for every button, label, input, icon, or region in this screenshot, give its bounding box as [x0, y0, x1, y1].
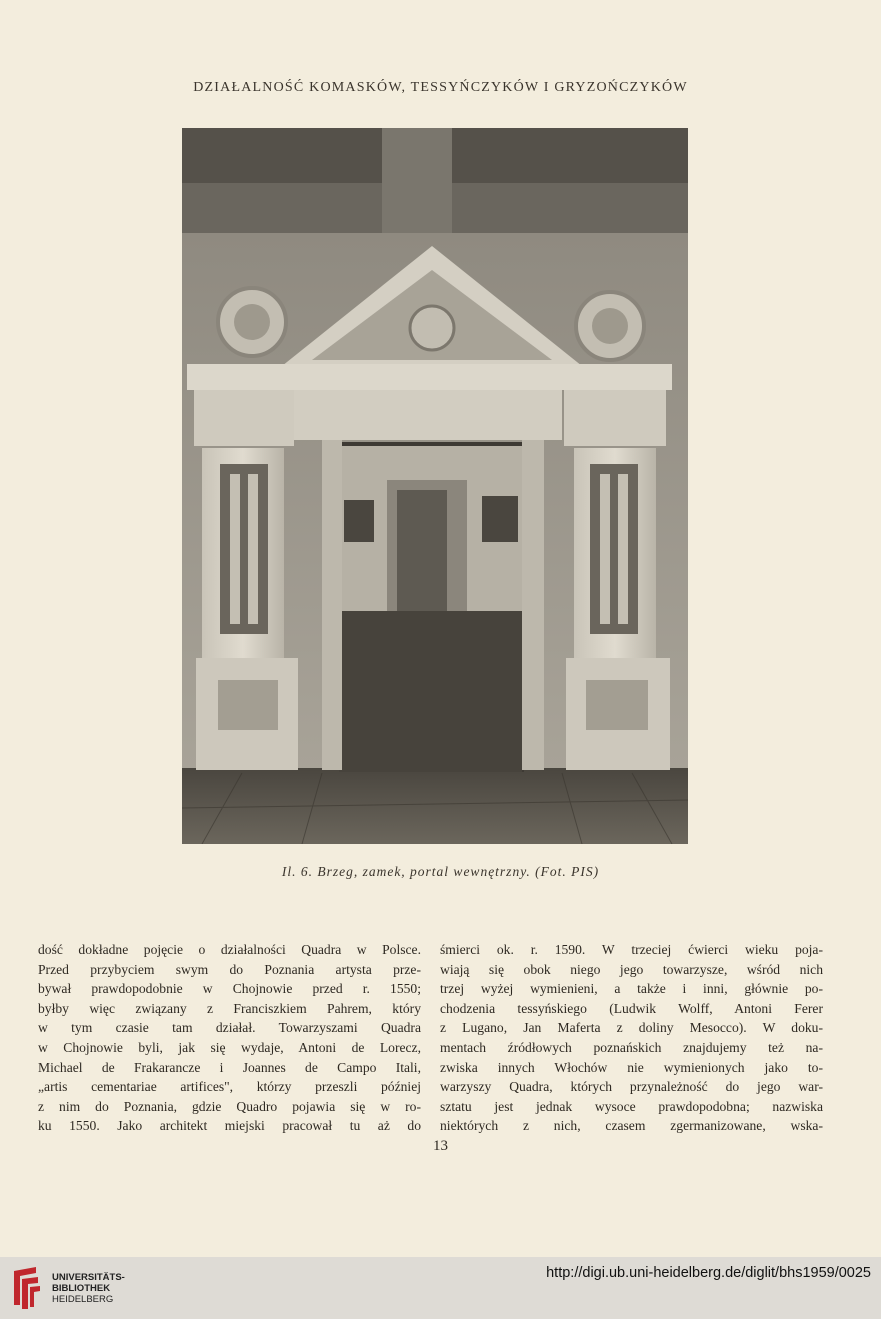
library-name[interactable] [52, 1272, 125, 1305]
ub-heidelberg-logo-icon[interactable] [10, 1265, 42, 1311]
figure-caption: Il. 6. Brzeg, zamek, portal wewnętrzny. (Fot. PIS) [281, 864, 600, 879]
text-line: dość dokładne pojęcie o działalności Quadra w Polsce. [38, 942, 421, 957]
text-line: niektórych z nich, czasem zgermanizowane, wska- [440, 1118, 823, 1134]
text-line: trzej wyżej wymienieni, a także i inni, głównie po- [440, 981, 823, 997]
text-line: chodzenia tessyńskiego (Ludwik Wolff, Antoni Ferer [440, 1000, 823, 1016]
text-line: w tym czasie tam działał. Towarzyszami Quadra [38, 1020, 421, 1036]
text-line: ku 1550. Jako architekt miejski pracował tu aż do [38, 1118, 421, 1134]
text-line: śmierci ok. r. 1590. W trzeciej ćwierci wieku poja- [440, 942, 823, 957]
left-text-column [38, 940, 421, 1136]
text-line: bywał prawdopodobnie w Chojnowie przed r. 1550; [38, 981, 421, 997]
footer-bar [0, 1257, 881, 1319]
portal-photograph [182, 128, 688, 844]
text-line: z nim do Poznania, gdzie Quadro pojawia się w ro- [38, 1098, 421, 1114]
text-line: „artis cementariae artifices", którzy przeszli później [38, 1079, 421, 1095]
library-name-line: UNIVERSITÄTS- [52, 1272, 125, 1283]
text-line: byłby więc związany z Franciszkiem Pahrem, który [38, 1000, 421, 1016]
right-text-column [440, 940, 823, 1136]
library-name-line: BIBLIOTHEK [52, 1283, 111, 1294]
page-number: 13 [433, 1138, 448, 1154]
text-line: Przed przybyciem swym do Poznania artysta prze- [38, 961, 421, 977]
running-title: DZIAŁALNOŚĆ KOMASKÓW, TESSYŃCZYKÓW I GRYZOŃCZYKÓW [193, 80, 688, 95]
text-line: sztatu jest jednak wysoce prawdopodobna; nazwiska [440, 1098, 823, 1114]
text-line: wiają się obok niego jego towarzysze, wśród nich [440, 961, 823, 977]
text-line: w Chojnowie byli, jak się wydaje, Antoni de Lorecz, [38, 1039, 421, 1055]
permalink-url[interactable]: http://digi.ub.uni-heidelberg.de/diglit/bhs1959/0025 [546, 1265, 871, 1281]
text-line: warzyszy Quadra, których przynależność do jego war- [440, 1079, 823, 1095]
text-line: mentach źródłowych poznańskich znajdujemy też na- [440, 1039, 823, 1055]
library-name-line: HEIDELBERG [52, 1294, 114, 1305]
text-line: Michael de Frakarancze i Joannes de Campo Itali, [38, 1059, 421, 1075]
text-line: zwiska innych Włochów nie wymienionych jako to- [440, 1059, 823, 1075]
text-line: z Lugano, Jan Maferta z doliny Mesocco). W doku- [440, 1020, 823, 1036]
